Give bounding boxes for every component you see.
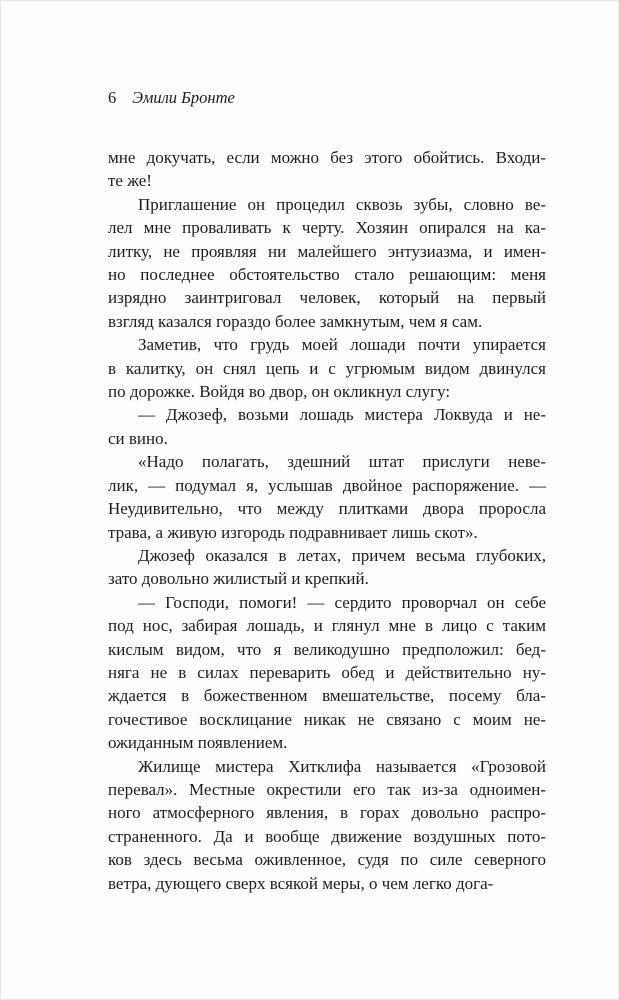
text-line: Неудивительно, что между плитками двора проросла <box>108 499 546 519</box>
text-line: в калитку, он снял цепь и с угрюмым видом двинулся <box>108 358 546 378</box>
page-header <box>108 88 546 108</box>
paragraph <box>108 450 546 544</box>
page-body <box>108 146 546 895</box>
text-line: те же! <box>108 171 152 191</box>
text-line: по дорожке. Войдя во двор, он окликнул слугу: <box>108 382 451 402</box>
text-line: ветра, дующего сверх всякой меры, о чем легко дога- <box>108 873 494 893</box>
paragraph <box>108 333 546 403</box>
text-line: перевал». Местные окрестили его так из-за одноимен- <box>108 779 546 799</box>
text-line: под нос, забирая лошадь, и глянул мне в лицо с таким <box>108 616 546 636</box>
paragraph <box>108 755 546 895</box>
text-line: мне докучать, если можно без этого обойтись. Входи- <box>108 148 546 167</box>
text-line: си вино. <box>108 428 168 448</box>
text-line: страненного. Да и вообще движение воздушных пото- <box>108 826 546 846</box>
text-line: — Джозеф, возьми лошадь мистера Локвуда и не- <box>138 405 546 425</box>
text-line: взгляд казался гораздо более замкнутым, чем я сам. <box>108 311 483 331</box>
paragraph <box>108 591 546 755</box>
text-line: Жилище мистера Хитклифа называется «Грозовой <box>138 756 546 776</box>
paragraph <box>108 146 546 193</box>
paragraph <box>108 403 546 450</box>
text-line: няга не в силах переварить обед и действительно ну- <box>108 662 546 682</box>
text-line: «Надо полагать, здешний штат прислуги неве- <box>138 452 546 472</box>
text-line: литку, не проявляя ни малейшего энтузиазма, и имен- <box>108 241 546 261</box>
text-line: Приглашение он процедил сквозь зубы, словно ве- <box>138 194 546 214</box>
text-line: ждается в божественном вмешательстве, посему бла- <box>108 686 546 706</box>
running-title: Эмили Бронте <box>132 88 235 107</box>
paragraph <box>108 193 546 333</box>
text-line: ного атмосферного явления, в горах довольно распро- <box>108 803 546 823</box>
text-line: — Господи, помоги! — сердито проворчал он себе <box>138 592 546 612</box>
text-line: зато довольно жилистый и крепкий. <box>108 569 369 589</box>
text-line: но последнее обстоятельство стало решающим: меня <box>108 265 546 285</box>
text-line: изрядно заинтриговал человек, который на первый <box>108 288 546 308</box>
paragraph <box>108 544 546 591</box>
page-number: 6 <box>108 88 117 107</box>
text-line: ожиданным появлением. <box>108 733 288 753</box>
text-line: Джозеф оказался в летах, причем весьма глубоких, <box>138 545 546 565</box>
text-line: Заметив, что грудь моей лошади почти упирается <box>138 335 546 355</box>
text-line: кислым видом, что я великодушно предположил: бед- <box>108 639 546 659</box>
text-line: лел мне проваливать к черту. Хозяин опирался на ка- <box>108 218 546 238</box>
text-line: ков здесь весьма оживленное, судя по силе северного <box>108 850 546 870</box>
text-line: лик, — подумал я, услышав двойное распоряжение. — <box>108 475 546 495</box>
text-line: гочестивое восклицание никак не связано с моим не- <box>108 709 546 729</box>
text-line: трава, а живую изгородь подравнивает лишь скот». <box>108 522 478 542</box>
